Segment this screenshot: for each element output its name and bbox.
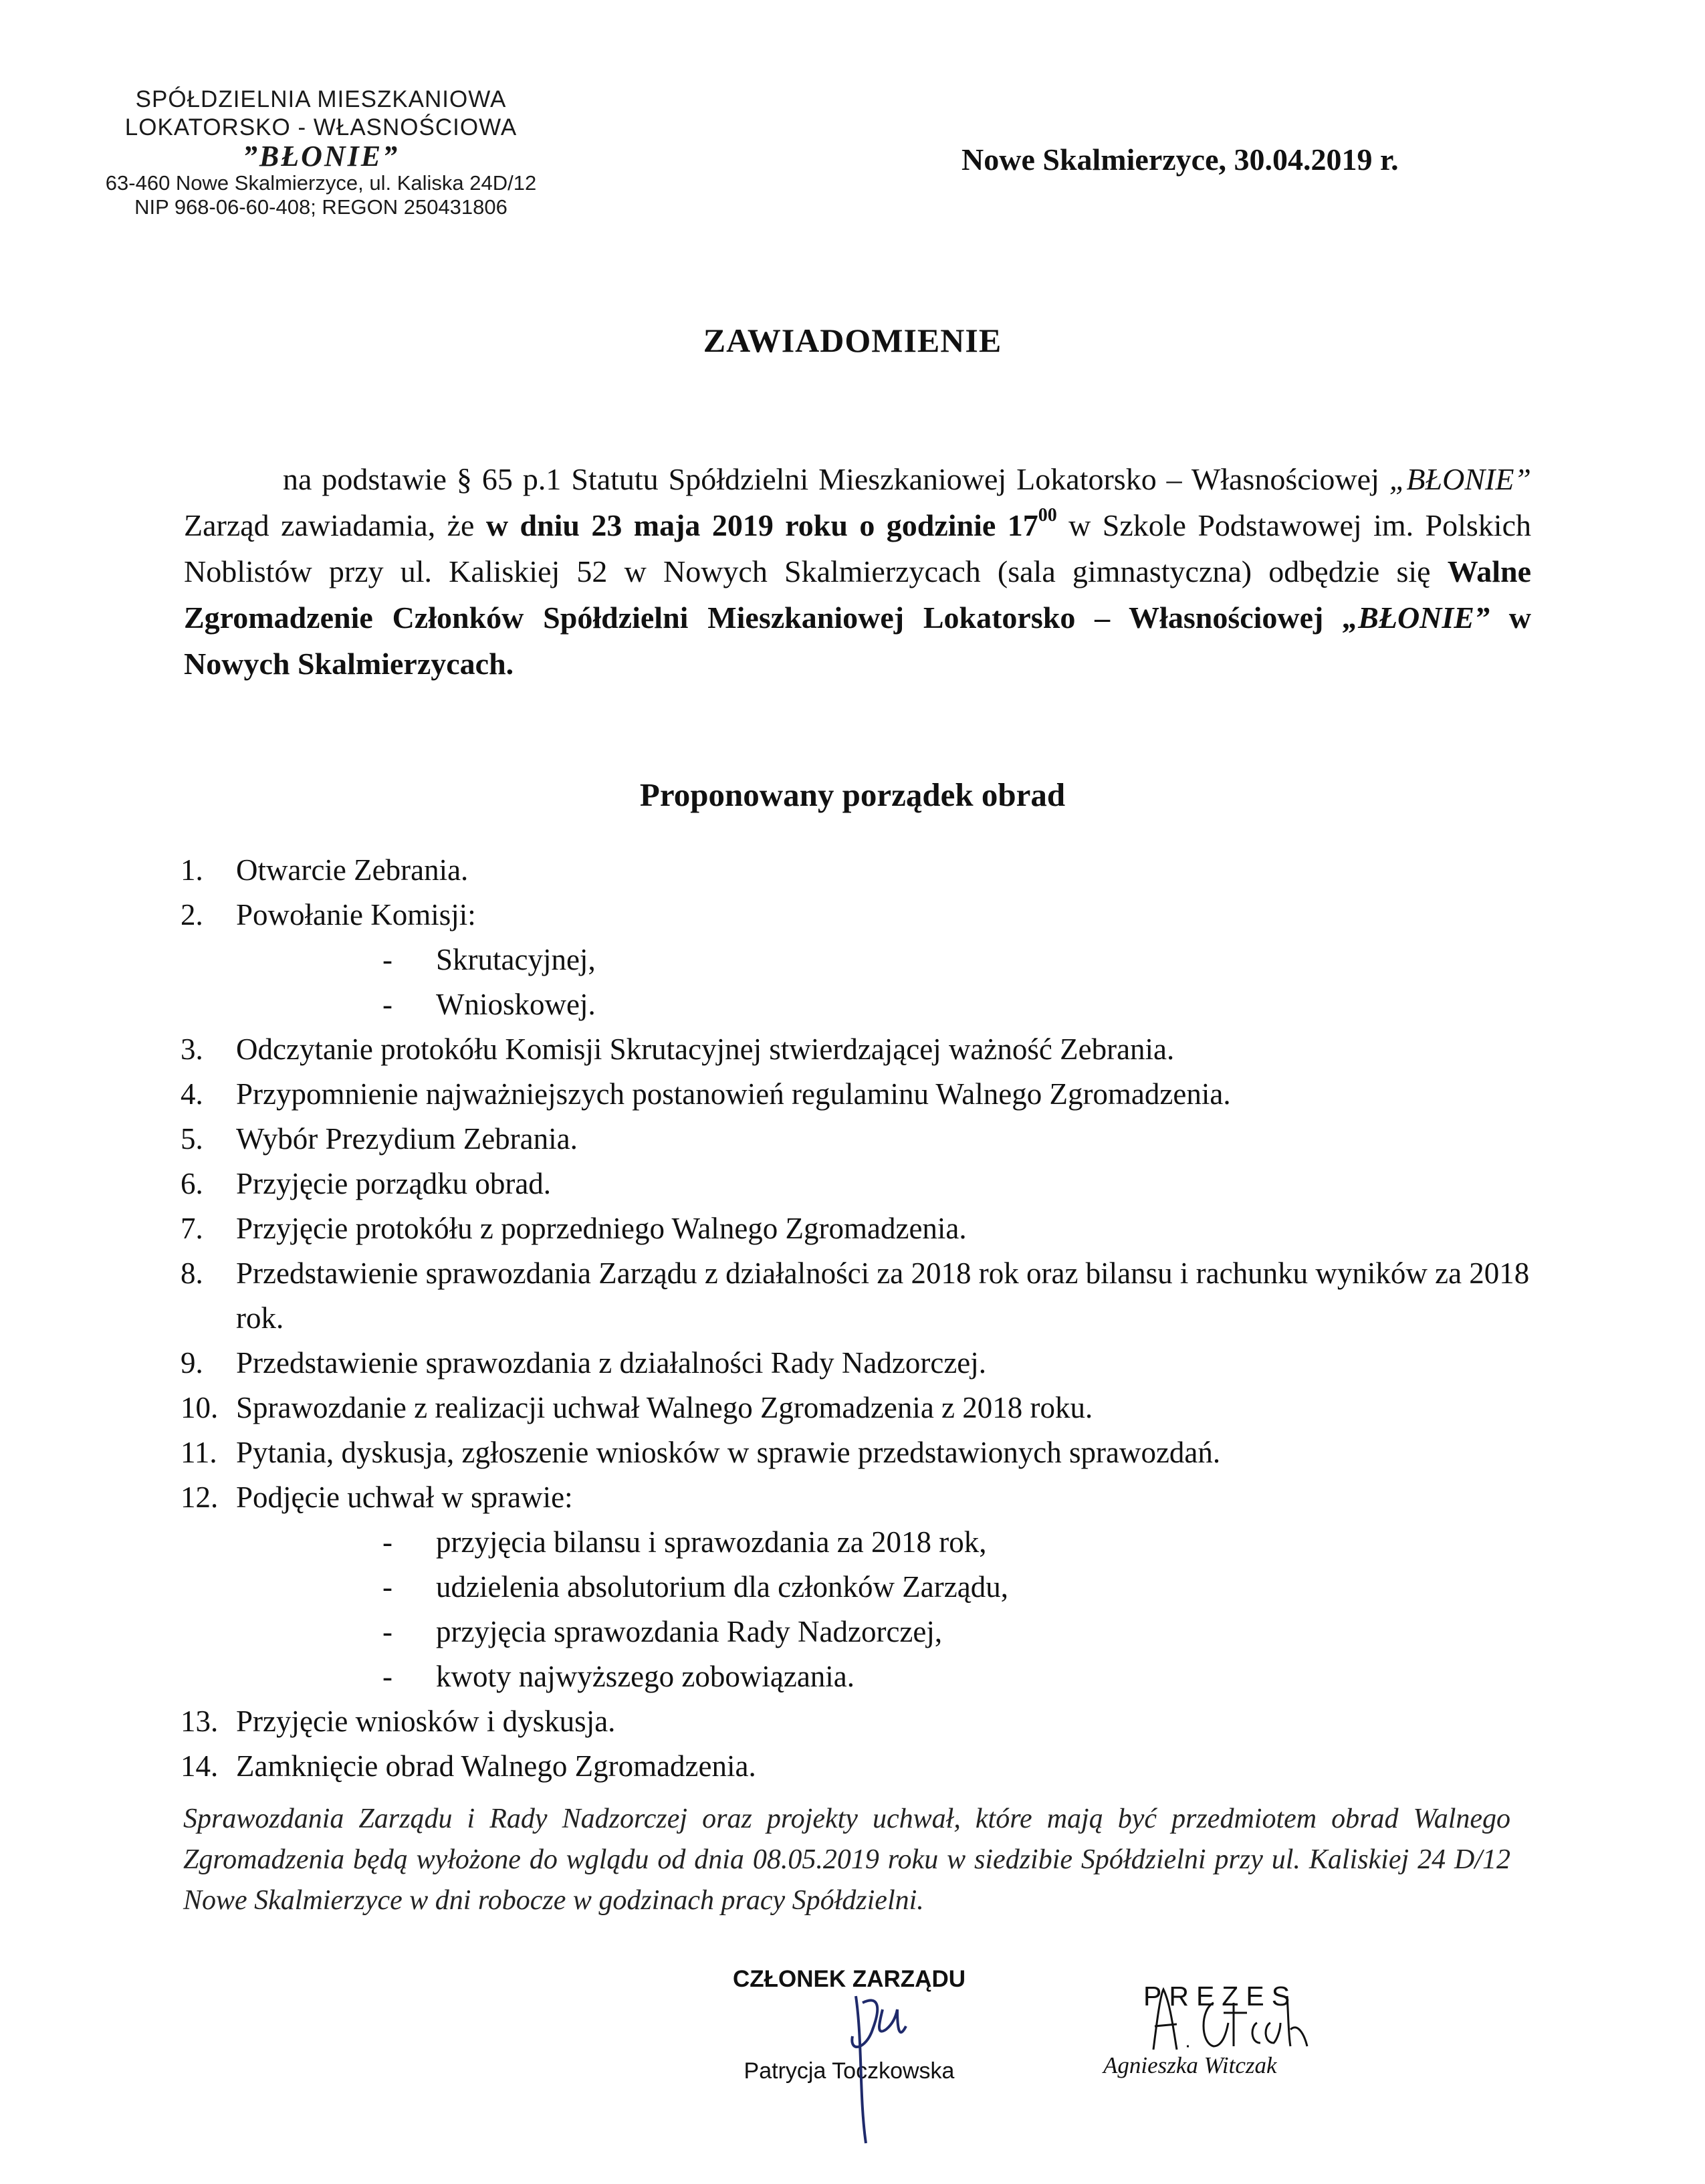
agenda-item-text: Przedstawienie sprawozdania Zarządu z działalności za 2018 rok oraz bilansu i rachunku wyników za 2018 rok. <box>236 1257 1530 1335</box>
agenda-subitem-text: przyjęcia sprawozdania Rady Nadzorczej, <box>436 1615 943 1648</box>
agenda-item <box>181 1162 1558 1206</box>
stamp-ids: NIP 968-06-60-408; REGON 250431806 <box>134 195 507 219</box>
agenda-subitem <box>181 1565 1558 1610</box>
agenda-item <box>181 1251 1558 1341</box>
agenda-item-text: Przyjęcie protokółu z poprzedniego Walnego Zgromadzenia. <box>236 1212 967 1245</box>
agenda-item <box>181 1430 1558 1475</box>
agenda-item-number: 7. <box>181 1212 203 1245</box>
dash-bullet: - <box>382 1615 392 1648</box>
agenda-heading: Proponowany porządek obrad <box>639 776 1066 813</box>
agenda-item-number: 12. <box>181 1481 219 1514</box>
agenda-subitem <box>181 1654 1558 1699</box>
agenda-item-number: 14. <box>181 1749 219 1783</box>
agenda-item-text: Zamknięcie obrad Walnego Zgromadzenia. <box>236 1749 756 1783</box>
agenda-item-text: Odczytanie protokółu Komisji Skrutacyjnej stwierdzającej ważność Zebrania. <box>236 1032 1175 1066</box>
agenda-item <box>181 1699 1558 1744</box>
stamp-cooperative-name: ”BŁONIE” <box>242 140 400 173</box>
intro-meeting-date: w dniu 23 maja 2019 roku o godzinie 17 <box>485 508 1038 542</box>
agenda-item-number: 1. <box>181 853 203 887</box>
document-date: Nowe Skalmierzyce, 30.04.2019 r. <box>961 142 1399 177</box>
agenda-item <box>181 1206 1558 1251</box>
agenda-subitem <box>181 982 1558 1027</box>
agenda-item-text: Powołanie Komisji: <box>236 898 476 932</box>
intro-part-1: na podstawie § 65 p.1 Statutu Spółdzielni Mieszkaniowej Lokatorsko – Własnościowej <box>283 462 1389 496</box>
dash-bullet: - <box>382 943 392 976</box>
president-name: Agnieszka Witczak <box>1103 2052 1277 2078</box>
agenda-subitem-text: Skrutacyjnej, <box>436 943 596 976</box>
dash-bullet: - <box>382 988 392 1021</box>
cooperative-stamp <box>94 86 548 219</box>
document-title: ZAWIADOMIENIE <box>703 322 1002 359</box>
board-member-role: CZŁONEK ZARZĄDU <box>732 1966 966 1992</box>
notice-footnote: Sprawozdania Zarządu i Rady Nadzorczej oraz projekty uchwał, które mają być przedmiotem obrad Walnego Zgromadzenia będą wyłożone do wglądu od dnia 08.05.2019 roku w siedzibie Spółdzielni przy ul. Kaliskiej 24 D/12 Nowe Skalmierzyce w dni robocze w godzinach pracy Spółdzielni. <box>183 1804 1510 1916</box>
handwritten-signature-right <box>1140 1983 1341 2063</box>
president-role: PREZES <box>1143 1981 1298 2011</box>
agenda-item-text: Przyjęcie wniosków i dyskusja. <box>236 1705 616 1738</box>
intro-meeting-minutes: 00 <box>1038 504 1057 526</box>
agenda-item-number: 6. <box>181 1167 203 1200</box>
stamp-line-2: LOKATORSKO - WŁASNOŚCIOWA <box>124 114 518 140</box>
agenda-item-text: Podjęcie uchwał w sprawie: <box>236 1481 573 1514</box>
intro-paragraph <box>184 456 1531 687</box>
agenda-item <box>181 1072 1558 1117</box>
agenda-subitem <box>181 938 1558 982</box>
agenda-subitem <box>181 1520 1558 1565</box>
intro-assembly: Walne Zgromadzenie Członków Spółdzielni Mieszkaniowej Lokatorsko – Własnościowej <box>184 554 1531 635</box>
agenda-item-text: Otwarcie Zebrania. <box>236 853 469 887</box>
agenda-item-text: Przedstawienie sprawozdania z działalności Rady Nadzorczej. <box>236 1346 987 1380</box>
intro-coop-name: „BŁONIE” <box>1389 462 1531 496</box>
agenda-subitem-text: udzielenia absolutorium dla członków Zarządu, <box>436 1570 1008 1604</box>
agenda-item-number: 9. <box>181 1346 203 1380</box>
intro-assembly-end: w Nowych Skalmierzycach. <box>184 600 1531 681</box>
agenda-item-number: 3. <box>181 1032 203 1066</box>
board-member-name: Patrycja Toczkowska <box>744 2058 955 2084</box>
agenda-item-number: 13. <box>181 1705 219 1738</box>
agenda-subitem-text: przyjęcia bilansu i sprawozdania za 2018 rok, <box>436 1525 987 1559</box>
agenda-item <box>181 848 1558 893</box>
agenda-item-number: 11. <box>181 1436 217 1469</box>
agenda-item <box>181 893 1558 938</box>
dash-bullet: - <box>382 1525 392 1559</box>
agenda-item-number: 8. <box>181 1257 203 1290</box>
agenda-item <box>181 1027 1558 1072</box>
dash-bullet: - <box>382 1570 392 1604</box>
stamp-address: 63-460 Nowe Skalmierzyce, ul. Kaliska 24D/12 <box>105 171 537 195</box>
agenda-item <box>181 1117 1558 1162</box>
intro-assembly-name: „BŁONIE” <box>1343 600 1490 635</box>
agenda-subitem-text: Wnioskowej. <box>436 988 596 1021</box>
agenda-subitem-text: kwoty najwyższego zobowiązania. <box>436 1660 855 1693</box>
agenda-item-text: Pytania, dyskusja, zgłoszenie wniosków w sprawie przedstawionych sprawozdań. <box>236 1436 1221 1469</box>
agenda-item-number: 10. <box>181 1391 219 1424</box>
agenda-item-number: 2. <box>181 898 203 932</box>
agenda-item <box>181 1475 1558 1520</box>
agenda-item-text: Wybór Prezydium Zebrania. <box>236 1122 578 1156</box>
agenda-list <box>181 848 1558 1789</box>
intro-part-3: w Szkole Podstawowej im. Polskich Noblistów przy ul. Kaliskiej 52 w Nowych Skalmierzycach (sala gimnastyczna) odbędzie się <box>184 508 1531 588</box>
agenda-subitem <box>181 1610 1558 1654</box>
stamp-line-1: SPÓŁDZIELNIA MIESZKANIOWA <box>135 86 507 112</box>
agenda-item-text: Sprawozdanie z realizacji uchwał Walnego Zgromadzenia z 2018 roku. <box>236 1391 1093 1424</box>
agenda-item <box>181 1744 1558 1789</box>
agenda-item-text: Przyjęcie porządku obrad. <box>236 1167 552 1200</box>
agenda-item-number: 5. <box>181 1122 203 1156</box>
agenda-item-number: 4. <box>181 1077 203 1111</box>
agenda-item <box>181 1386 1558 1430</box>
dash-bullet: - <box>382 1660 392 1693</box>
agenda-item-text: Przypomnienie najważniejszych postanowień regulaminu Walnego Zgromadzenia. <box>236 1077 1231 1111</box>
intro-part-2: Zarząd zawiadamia, że <box>184 508 486 542</box>
agenda-item <box>181 1341 1558 1386</box>
handwritten-signature-left <box>836 1989 916 2150</box>
